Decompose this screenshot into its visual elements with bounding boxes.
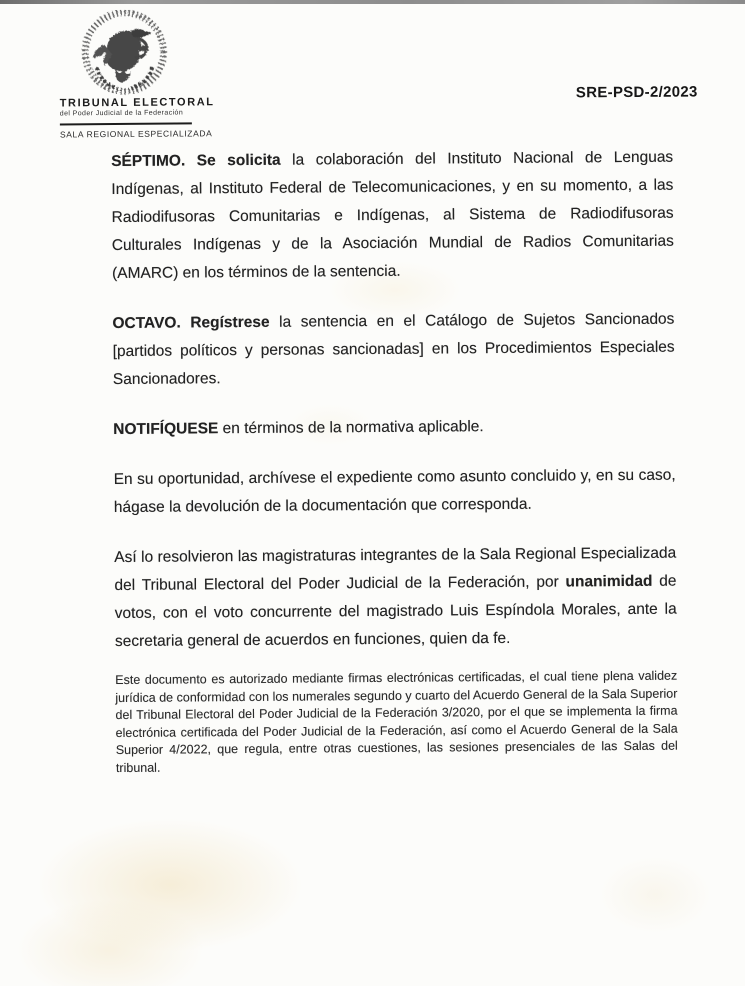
paragraph-text: Así lo resolvieron las magistraturas integrantes de la Sala Regional Especializada del Tribunal Electoral del Poder Judicial de la Federación, por: [114, 544, 677, 595]
paragraph-resolucion: [114, 540, 677, 656]
coat-of-arms-seal-icon: [71, 10, 178, 99]
org-division: SALA REGIONAL ESPECIALIZADA: [59, 128, 213, 140]
paragraph-text: de votos, con el voto concurrente del magistrado Luis Espíndola Morales, ante la secretaria general de acuerdos en funciones, quien da fe.: [114, 572, 677, 651]
paragraph-notifiquese: [113, 412, 675, 444]
letterhead-divider: [60, 122, 192, 125]
paragraph-bold-word: unanimidad: [565, 572, 653, 591]
paragraph-lead: NOTIFÍQUESE: [113, 420, 219, 439]
paragraph-octavo: [112, 306, 675, 394]
paragraph-archivo: [114, 462, 676, 522]
letterhead: [60, 96, 230, 139]
paragraph-text: En su oportunidad, archívese el expediente como asunto concluido y, en su caso, hágase la devolución de la documentación que corresponda.: [113, 466, 676, 517]
org-subtitle: del Poder Judicial de la Federación: [59, 109, 184, 118]
paragraph-text: en términos de la normativa aplicable.: [218, 418, 484, 438]
paragraph-text: la colaboración del Instituto Nacional de Lenguas Indígenas, al Instituto Federal de Telecomunicaciones, y en su momento, a las Radiodifusoras Comunitarias e Indígenas, al Sistema de Radiodifusoras Culturales Indígenas y de la Asociación Mundial de Radios Comunitarias (AMARC) en los términos de la sentencia.: [111, 148, 674, 283]
org-name: TRIBUNAL ELECTORAL: [59, 96, 215, 110]
document-body: [111, 144, 677, 678]
certification-note: Este documento es autorizado mediante firmas electrónicas certificadas, el cual tiene plena validez jurídica de conformidad con los numerales segundo y cuarto del Acuerdo General de la Sala Superior del Tribunal Electoral del Poder Judicial de la Federación 3/2020, por el que se implementa la firma electrónica certificada del Poder Judicial de la Federación, así como el Acuerdo General de la Sala Superior 4/2022, que regula, entre otras cuestiones, las sesiones presenciales de las Salas del tribunal.: [115, 668, 678, 775]
case-number: SRE-PSD-2/2023: [575, 83, 698, 102]
paragraph-lead: OCTAVO. Regístrese: [112, 313, 270, 333]
paragraph-text: la sentencia en el Catálogo de Sujetos Sancionados [partidos políticos y personas sancionadas] en los Procedimientos Especiales Sancionadores.: [112, 310, 675, 389]
paragraph-lead: SÉPTIMO. Se solicita: [111, 151, 281, 171]
paragraph-septimo: [111, 144, 674, 288]
